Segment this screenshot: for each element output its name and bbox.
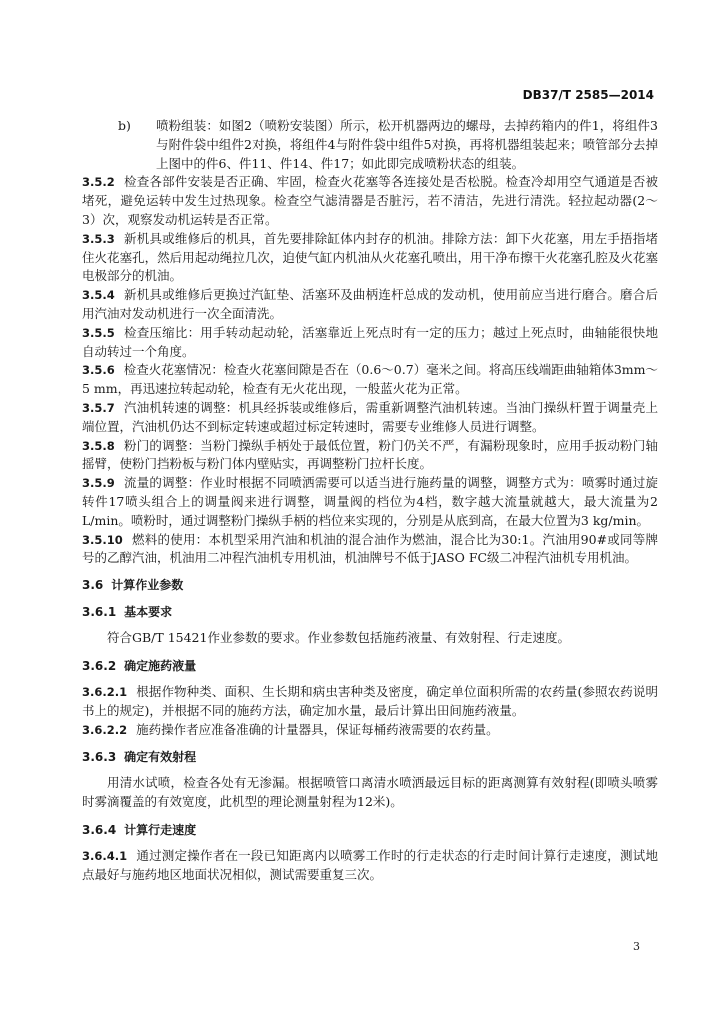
heading-title: 计算作业参数 (111, 578, 184, 593)
clause-text: 燃料的使用：本机型采用汽油和机油的混合油作为燃油，混合比为30:1。汽油用90#或同等牌号的乙醇汽油，机油用二冲程汽油机专用机油，机油牌号不低于JASO FC级二冲程汽油机专用机油。 (82, 531, 658, 566)
clause-3-5-5 (82, 324, 658, 362)
section-heading-3-6-2 (82, 657, 658, 675)
heading-number: 3.6.3 (82, 750, 117, 765)
heading-title: 确定有效射程 (124, 750, 197, 765)
heading-number: 3.6.1 (82, 605, 117, 620)
clause-3-5-10 (82, 531, 658, 569)
section-heading-3-6-1 (82, 603, 658, 621)
heading-title: 确定施药液量 (124, 658, 197, 673)
clause-number: 3.5.10 (82, 532, 123, 547)
clause-3-6-2-2 (82, 721, 658, 740)
clause-text: 检查各部件安装是否正确、牢固，检查火花塞等各连接处是否松脱。检查冷却用空气通道是否被堵死，避免运转中发生过热现象。检查空气滤清器是否脏污，若不清洁，先进行清洗。轻拉起动器(2～3）次，观察发动机运转是否正常。 (82, 174, 658, 227)
clause-3-5-4 (82, 286, 658, 324)
clause-3-5-2 (82, 173, 658, 229)
clause-text: 新机具或维修后更换过汽缸垫、活塞环及曲柄连杆总成的发动机，使用前应当进行磨合。磨合后用汽油对发动机进行一次全面清洗。 (82, 287, 658, 321)
clause-number: 3.5.2 (82, 175, 115, 190)
section-heading-3-6-3 (82, 748, 658, 766)
clause-3-5-6 (82, 361, 658, 399)
list-label: b) (118, 118, 131, 133)
heading-number: 3.6 (82, 578, 104, 593)
heading-number: 3.6.4 (82, 822, 117, 837)
paragraph-3-6-3: 用清水试喷，检查各处有无渗漏。根据喷管口离清水喷洒最远目标的距离测算有效射程(即喷头喷雾时雾滴覆盖的有效宽度，此机型的理论测量射程为12米)。 (82, 775, 658, 810)
clause-text: 流量的调整：作业时根据不同喷洒需要可以适当进行施药量的调整，调整方式为：喷雾时通过旋转件17喷头组合上的调量阀来进行调整，调量阀的档位为4档，数字越大流量就越大，最大流量为2 L/min。喷粉时，通过调整粉门操纵手柄的档位来实现的，分别是从底到高，在最大位置为3 kg/min。 (82, 475, 658, 528)
clause-number: 3.5.7 (82, 400, 115, 415)
paragraph-3-6-1: 符合GB/T 15421作业参数的要求。作业参数包括施药液量、有效射程、行走速度。 (107, 630, 570, 646)
section-heading-3-6 (82, 576, 658, 594)
clause-number: 3.5.3 (82, 231, 115, 246)
document-body (82, 117, 658, 885)
clause-text: 根据作物种类、面积、生长期和病虫害种类及密度，确定单位面积所需的农药量(参照农药说明书上的规定)，并根据不同的施药方法，确定加水量，最后计算出田间施药液量。 (82, 683, 658, 718)
clause-3-5-9 (82, 474, 658, 530)
section-3-5-clauses (82, 173, 658, 568)
clause-3-6-2-1 (82, 683, 658, 721)
clause-number: 3.6.2.2 (82, 722, 128, 737)
clause-number: 3.5.4 (82, 288, 115, 303)
clause-3-5-8 (82, 437, 658, 475)
heading-title: 计算行走速度 (124, 822, 197, 837)
clause-text: 施药操作者应准备准确的计量器具，保证每桶药液需要的农药量。 (136, 721, 499, 737)
list-text: 喷粉组装：如图2（喷粉安装图）所示，松开机器两边的螺母，去掉药箱内的件1，将组件3与附件袋中组件2对换，将组件4与附件袋中组件5对换，再将机器组装起来；喷管部分去掉上图中的件6、件11、件14、件17；如此即完成喷粉状态的组装。 (156, 118, 658, 171)
section-heading-3-6-4 (82, 821, 658, 839)
heading-number: 3.6.2 (82, 658, 117, 673)
page-number: 3 (633, 940, 640, 953)
clause-number: 3.5.9 (82, 476, 115, 491)
clause-text: 粉门的调整：当粉门操纵手柄处于最低位置，粉门仍关不严，有漏粉现象时，应用手扳动粉门轴摇臂，使粉门挡粉板与粉门体内壁贴实，再调整粉门拉杆长度。 (82, 437, 658, 472)
clause-text: 通过测定操作者在一段已知距离内以喷雾工作时的行走状态的行走时间计算行走速度，测试地点最好与施药地区地面状况相似，测试需要重复三次。 (82, 847, 658, 882)
clause-number: 3.5.6 (82, 363, 115, 378)
standard-number: DB37/T 2585—2014 (522, 88, 654, 102)
clause-number: 3.5.8 (82, 438, 115, 453)
clause-text: 新机具或维修后的机具，首先要排除缸体内封存的机油。排除方法：卸下火花塞，用左手捂指堵住火花塞孔，然后用起动绳拉几次，迫使气缸内机油从火花塞孔喷出，用干净布擦干火花塞孔腔及火花塞电极部分的机油。 (82, 230, 658, 284)
list-item-b (82, 117, 658, 173)
clause-number: 3.6.4.1 (82, 848, 128, 863)
clause-number: 3.6.2.1 (82, 684, 128, 699)
clause-text: 检查火花塞情况：检查火花塞间隙是否在（0.6～0.7）毫米之间。将高压线端距曲轴箱体3mm～5 mm，再迅速拉转起动轮，检查有无火花出现，一般蓝火花为正常。 (82, 362, 658, 397)
clause-number: 3.5.5 (82, 325, 115, 340)
clause-text: 检查压缩比：用手转动起动轮，活塞靠近上死点时有一定的压力；越过上死点时，曲轴能很快地自动转过一个角度。 (82, 324, 658, 359)
clause-3-5-7 (82, 399, 658, 437)
heading-title: 基本要求 (124, 605, 173, 620)
clause-text: 汽油机转速的调整：机具经拆装或维修后，需重新调整汽油机转速。当油门操纵杆置于调量壳上端位置，汽油机仍达不到标定转速或超过标定转速时，需要专业维修人员进行调整。 (82, 399, 658, 434)
clause-3-5-3 (82, 230, 658, 286)
clause-3-6-4-1 (82, 847, 658, 885)
